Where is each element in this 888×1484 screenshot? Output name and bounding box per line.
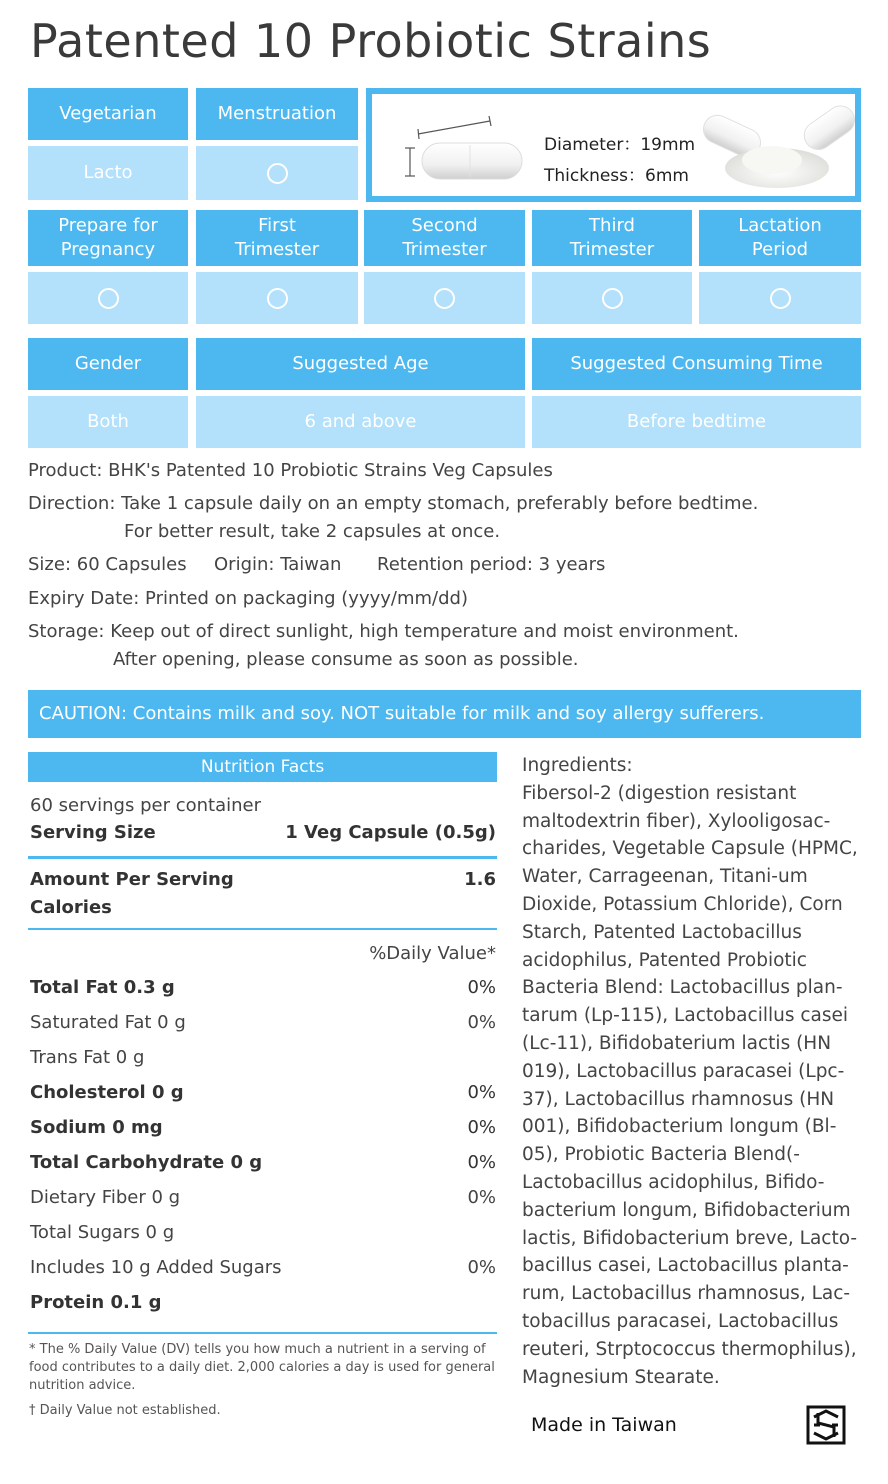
divider — [28, 1332, 497, 1334]
serving-size-label: Serving Size — [30, 822, 156, 843]
circle-icon — [98, 288, 119, 309]
header-second-trimester: Second Trimester — [364, 210, 525, 266]
divider — [28, 928, 497, 930]
nutrient-daily-value: 0% — [467, 1152, 496, 1173]
value-menstruation — [196, 146, 358, 200]
nutrient-row — [30, 1012, 496, 1033]
nutrient-daily-value: 0% — [467, 977, 496, 998]
origin-info: Origin: Taiwan — [214, 554, 342, 575]
product-name: Product: BHK's Patented 10 Probiotic Strains Veg Capsules — [28, 460, 553, 481]
header-suggested-age: Suggested Age — [196, 338, 525, 390]
nutrient-daily-value: 0% — [467, 1117, 496, 1138]
nutrient-row — [30, 1152, 496, 1173]
header-menstruation: Menstruation — [196, 88, 358, 140]
storage-line-1: Storage: Keep out of direct sunlight, high temperature and moist environment. — [28, 621, 739, 642]
ingredients-text: Fibersol-2 (digestion resistant maltodextrin fiber), Xylooligosac-charides, Vegetable Capsule (HPMC, Water, Carrageenan, Titani-um Dioxide, Potassium Chloride), Corn Starch, Patented Lactobacillus acidophilus, Patented Probiotic Bacteria Blend: Lactobacillus plan-tarum (Lp-115), Lactobacillus casei (Lc-11), Bifidobaterium lactis (HN 019), Lactobacillus paracasei (Lpc-37), Lactobacillus rhamnosus (HN 001), Bifidobacterium longum (Bl-05), Probiotic Bacteria Blend(-Lactobacillus acidophilus, Bifido-bacterium longum, Bifidobacterium lactis, Bifidobacterium breve, Lacto-bacillus casei, Lactobacillus planta-rum, Lactobacillus rhamnosus, Lac-tobacillus paracasei, Lactobacillus reuteri, Strptococcus thermophilus), Magnesium Stearate. — [522, 782, 858, 1388]
header-vegetarian: Vegetarian — [28, 88, 188, 140]
serving-size-value: 1 Veg Capsule (0.5g) — [285, 822, 496, 843]
nutrient-row — [30, 1082, 496, 1103]
nutrient-row — [30, 1187, 496, 1208]
nutrient-label: Total Fat 0.3 g — [30, 977, 175, 998]
retention-info: Retention period: 3 years — [377, 554, 606, 575]
value-first-trimester — [196, 272, 358, 324]
expiry-info: Expiry Date: Printed on packaging (yyyy/mm/dd) — [28, 588, 468, 609]
capsule-diameter: Diameter：19mm — [544, 135, 696, 155]
not-established-footnote: † Daily Value not established. — [29, 1403, 221, 1418]
capsule-thickness: Thickness：6mm — [544, 166, 689, 186]
circle-icon — [434, 288, 455, 309]
recycle-icon — [806, 1405, 846, 1445]
servings-text: 60 servings per container — [30, 795, 261, 816]
made-in-taiwan: Made in Taiwan — [531, 1414, 677, 1436]
nutrient-row — [30, 1222, 496, 1243]
value-suggested-age: 6 and above — [196, 396, 525, 448]
capsule-info-box — [366, 88, 861, 202]
size-info: Size: 60 Capsules — [28, 554, 187, 575]
ingredients-label: Ingredients: — [522, 755, 633, 776]
header-third-trimester: Third Trimester — [532, 210, 692, 266]
nutrient-daily-value: 0% — [467, 1257, 496, 1278]
nutrient-label: Sodium 0 mg — [30, 1117, 163, 1138]
nutrient-label: Cholesterol 0 g — [30, 1082, 184, 1103]
circle-icon — [267, 163, 288, 184]
direction-line-1: Direction: Take 1 capsule daily on an empty stomach, preferably before bedtime. — [28, 493, 759, 514]
nutrient-row — [30, 1292, 496, 1313]
daily-value-header: %Daily Value* — [369, 943, 496, 964]
value-consuming-time: Before bedtime — [532, 396, 861, 448]
nutrition-facts-header: Nutrition Facts — [28, 752, 497, 782]
amount-label: Amount Per Serving — [30, 869, 234, 890]
value-prepare-pregnancy — [28, 272, 188, 324]
nutrient-daily-value: 0% — [467, 1012, 496, 1033]
nutrient-label: Protein 0.1 g — [30, 1292, 162, 1313]
calories-value: 1.6 — [464, 869, 496, 890]
nutrient-label: Trans Fat 0 g — [30, 1047, 145, 1068]
direction-line-2: For better result, take 2 capsules at once. — [124, 521, 501, 542]
page-title: Patented 10 Probiotic Strains — [30, 14, 712, 68]
header-consuming-time: Suggested Consuming Time — [532, 338, 861, 390]
ingredients-block — [522, 752, 867, 1391]
nutrient-label: Dietary Fiber 0 g — [30, 1187, 181, 1208]
header-first-trimester: First Trimester — [196, 210, 358, 266]
circle-icon — [602, 288, 623, 309]
nutrient-row — [30, 977, 496, 998]
header-gender: Gender — [28, 338, 188, 390]
nutrient-daily-value: 0% — [467, 1082, 496, 1103]
daily-value-header-row — [30, 943, 496, 964]
nutrient-label: Total Carbohydrate 0 g — [30, 1152, 263, 1173]
circle-icon — [770, 288, 791, 309]
serving-size-row — [30, 822, 496, 843]
nutrient-daily-value: 0% — [467, 1187, 496, 1208]
nutrient-label: Includes 10 g Added Sugars — [30, 1257, 282, 1278]
value-second-trimester — [364, 272, 525, 324]
circle-icon — [267, 288, 288, 309]
calories-row — [30, 897, 496, 918]
value-lactation-period — [699, 272, 861, 324]
nutrient-label: Saturated Fat 0 g — [30, 1012, 186, 1033]
divider-thick — [28, 856, 497, 859]
amount-per-serving-row — [30, 869, 496, 890]
value-vegetarian: Lacto — [28, 146, 188, 200]
storage-line-2: After opening, please consume as soon as possible. — [113, 649, 579, 670]
caution-banner: CAUTION: Contains milk and soy. NOT suitable for milk and soy allergy sufferers. — [28, 690, 861, 738]
nutrient-row — [30, 1257, 496, 1278]
header-lactation-period: Lactation Period — [699, 210, 861, 266]
nutrient-label: Total Sugars 0 g — [30, 1222, 175, 1243]
servings-per-container — [30, 795, 496, 816]
nutrient-row — [30, 1047, 496, 1068]
nutrient-row — [30, 1117, 496, 1138]
value-gender: Both — [28, 396, 188, 448]
value-third-trimester — [532, 272, 692, 324]
header-prepare-pregnancy: Prepare for Pregnancy — [28, 210, 188, 266]
calories-label: Calories — [30, 897, 112, 918]
daily-value-footnote: * The % Daily Value (DV) tells you how much a nutrient in a serving of food contributes to a daily diet. 2,000 calories a day is used for general nutrition advice. — [29, 1342, 495, 1393]
